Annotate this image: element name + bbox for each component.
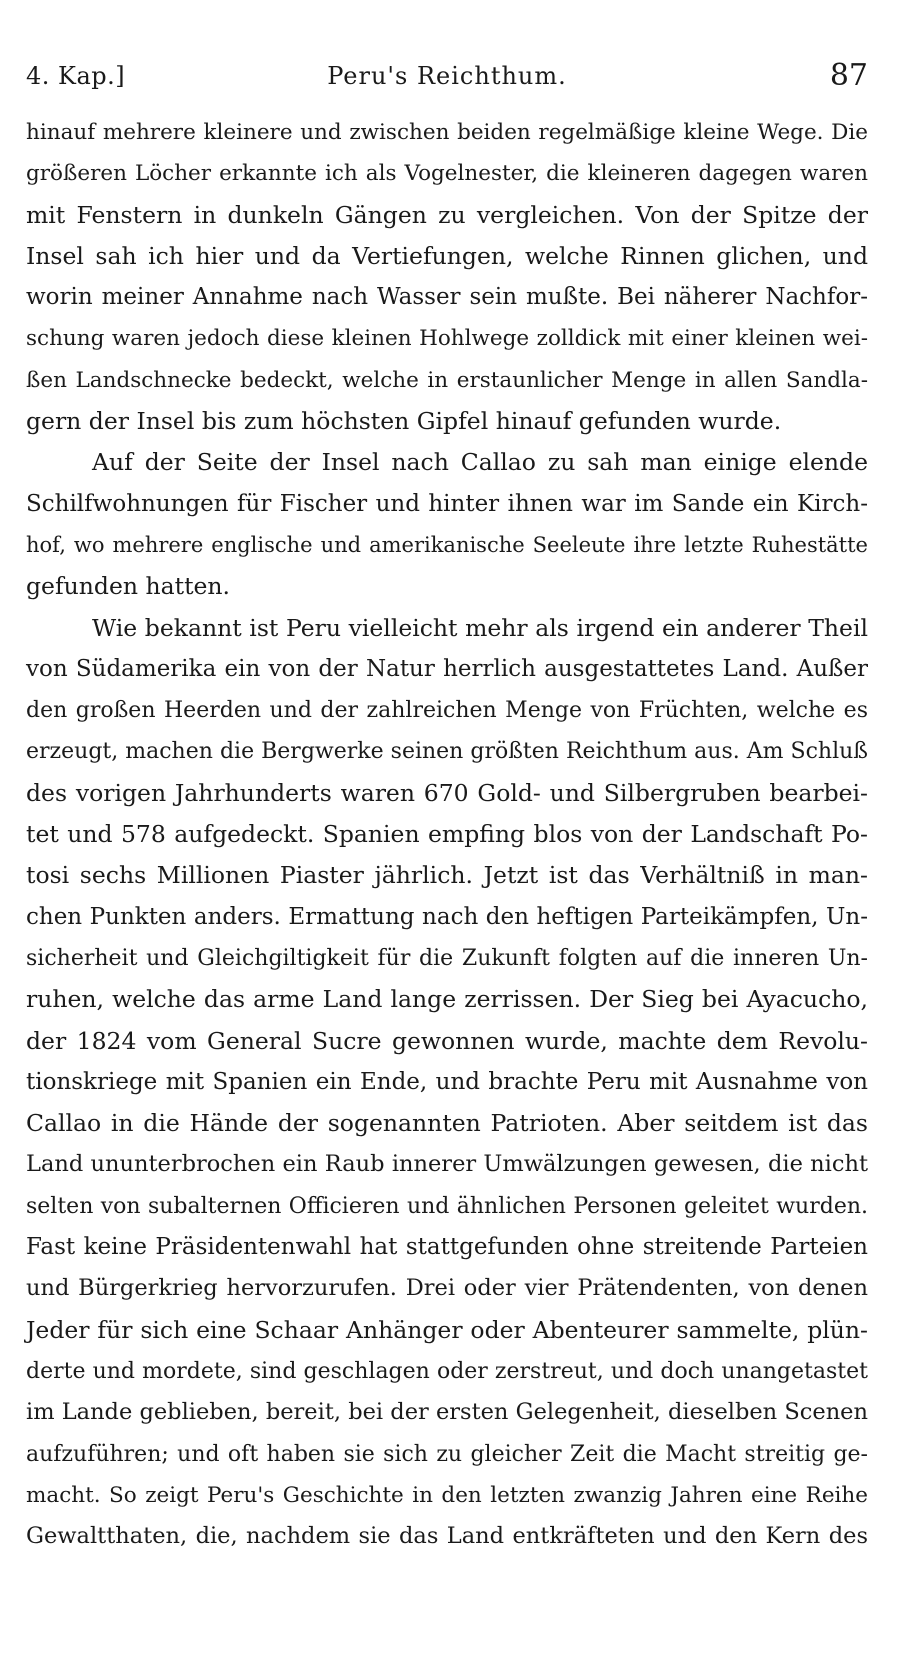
text-line: derte und mordete, sind geschlagen oder zerstreut, und doch unangetastet [26,1358,868,1384]
text-line: Wie bekannt ist Peru vielleicht mehr als irgend ein anderer Theil [92,613,868,642]
text-line: aufzuführen; und oft haben sie sich zu gleicher Zeit die Macht streitig ge- [26,1441,868,1467]
body-text [26,112,868,1557]
text-line: worin meiner Annahme nach Wasser sein mußte. Bei näherer Nachfor- [26,284,868,311]
text-line: Fast keine Präsidentenwahl hat stattgefunden ohne streitende Parteien [26,1234,868,1261]
running-title: Peru's Reichthum. [327,62,567,90]
text-line: schung waren jedoch diese kleinen Hohlwege zolldick mit einer kleinen wei- [26,326,868,352]
text-line: Gewaltthaten, die, nachdem sie das Land entkräfteten und den Kern des [26,1523,868,1550]
text-line: Callao in die Hände der sogenannten Patrioten. Aber seitdem ist das [26,1109,868,1138]
text-line: gefunden hatten. [26,572,231,601]
text-line: von Südamerika ein von der Natur herrlich ausgestattetes Land. Außer [26,655,868,682]
text-line: und Bürgerkrieg hervorzurufen. Drei oder vier Prätendenten, von denen [26,1275,868,1302]
text-line: selten von subalternen Officieren und ähnlichen Personen geleitet wurden. [26,1193,868,1219]
text-line: ßen Landschnecke bedeckt, welche in erstaunlicher Menge in allen Sandla- [26,367,868,393]
text-line: macht. So zeigt Peru's Geschichte in den letzten zwanzig Jahren eine Reihe [26,1482,868,1508]
text-line: Land ununterbrochen ein Raub innerer Umwälzungen gewesen, die nicht [26,1151,868,1178]
text-line: tosi sechs Millionen Piaster jährlich. Jetzt ist das Verhältniß in man- [26,861,868,890]
text-line: tet und 578 aufgedeckt. Spanien empfing blos von der Landschaft Po- [26,820,868,849]
text-line: Insel sah ich hier und da Vertiefungen, welche Rinnen glichen, und [26,241,868,270]
text-line: erzeugt, machen die Bergwerke seinen größten Reichthum aus. Am Schluß [26,739,868,765]
text-line: ruhen, welche das arme Land lange zerrissen. Der Sieg bei Ayacucho, [26,985,868,1014]
page-number: 87 [829,58,868,93]
text-line: der 1824 vom General Sucre gewonnen wurde, machte dem Revolu- [26,1026,868,1055]
text-line: des vorigen Jahrhunderts waren 670 Gold- und Silbergruben bearbei- [26,778,868,807]
text-line: sicherheit und Gleichgiltigkeit für die Zukunft folgten auf die inneren Un- [26,945,868,971]
text-line: Auf der Seite der Insel nach Callao zu sah man einige elende [92,448,868,477]
text-line: Schilfwohnungen für Fischer und hinter ihnen war im Sande ein Kirch- [26,490,868,517]
text-line: größeren Löcher erkannte ich als Vogelnester, die kleineren dagegen waren [26,161,868,187]
text-line: Jeder für sich eine Schaar Anhänger oder Abenteurer sammelte, plün- [26,1315,868,1344]
text-line: chen Punkten anders. Ermattung nach den heftigen Parteikämpfen, Un- [26,903,868,930]
text-line: den großen Heerden und der zahlreichen Menge von Früchten, welche es [26,698,868,724]
text-line: gern der Insel bis zum höchsten Gipfel hinauf gefunden wurde. [26,407,782,436]
text-line: hof, wo mehrere englische und amerikanische Seeleute ihre letzte Ruhestätte [26,532,868,557]
chapter-reference: 4. Kap.] [26,62,126,90]
text-line: hinauf mehrere kleinere und zwischen beiden regelmäßige kleine Wege. Die [26,120,868,145]
text-line: tionskriege mit Spanien ein Ende, und brachte Peru mit Ausnahme von [26,1068,868,1095]
running-head [26,58,868,98]
text-line: mit Fenstern in dunkeln Gängen zu vergleichen. Von der Spitze der [26,200,868,229]
text-line: im Lande geblieben, bereit, bei der ersten Gelegenheit, dieselben Scenen [26,1399,868,1426]
